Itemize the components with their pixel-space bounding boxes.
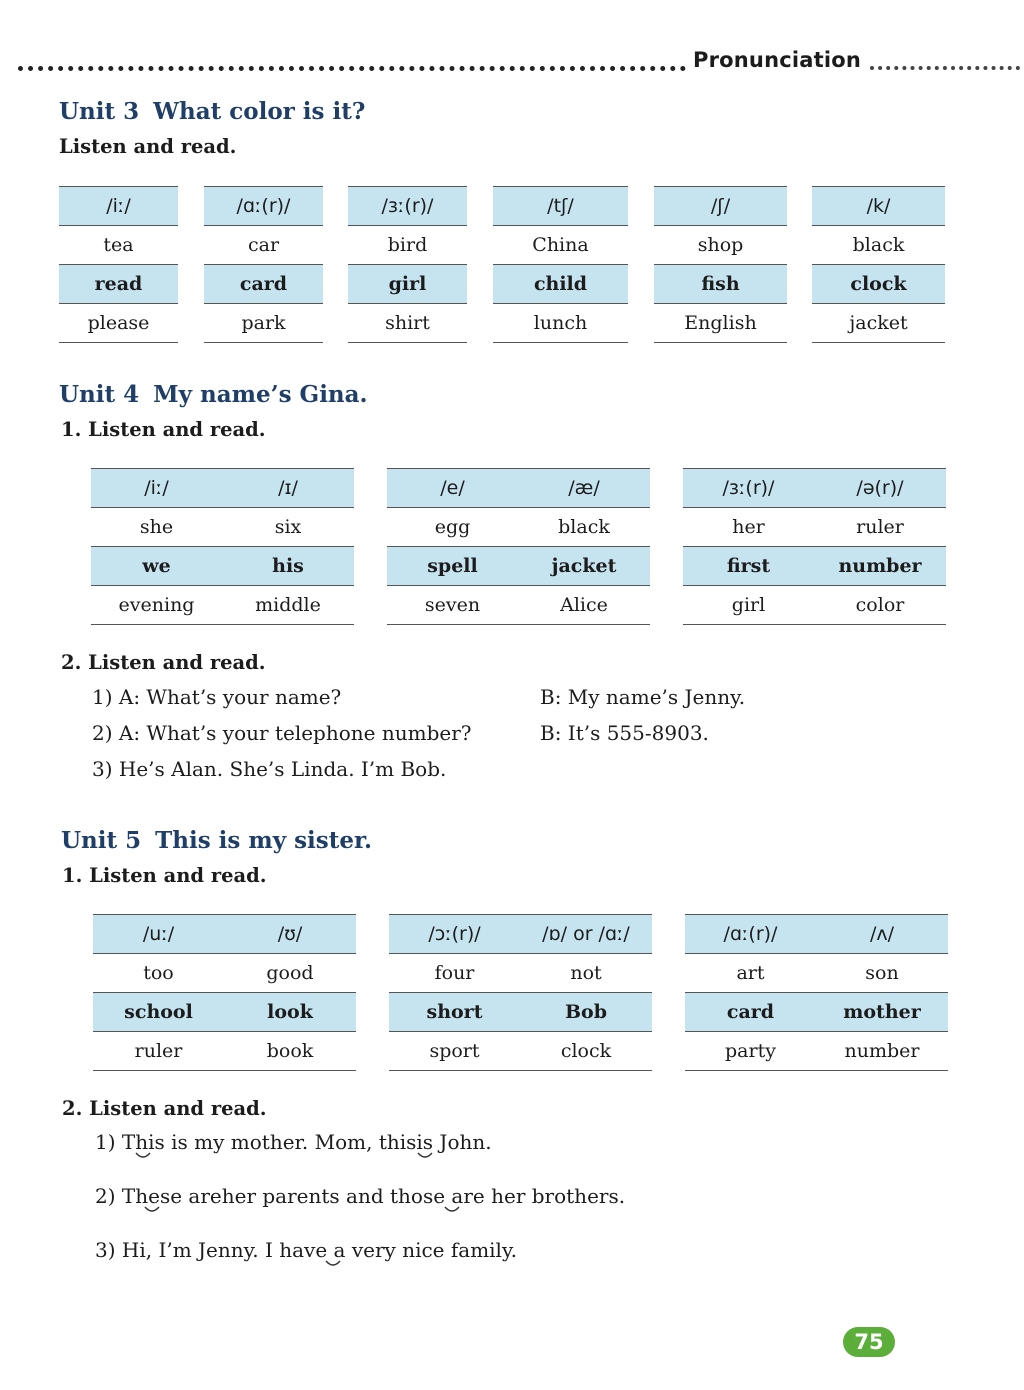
unit3-number: Unit 3 [59,98,140,125]
dotted-rule-right [870,66,1020,70]
phoneme: /ɑː(r)/ [685,915,816,954]
word: park [204,304,323,343]
unit4-table-3 [683,468,946,625]
line-text: A: What’s your name? [118,685,342,709]
unit4-line-1-b: B: My name’s Jenny. [540,685,746,709]
word: ruler [93,1032,224,1071]
sentence-fragment: are [182,1184,222,1208]
word: first [683,547,814,586]
word: number [816,1032,948,1071]
linking-mark-icon [416,1152,434,1160]
unit5-table-1 [93,914,356,1071]
word: spell [387,547,518,586]
phoneme: /ɜː(r)/ [683,469,814,508]
linked-word: These [122,1184,182,1208]
unit5-sentence-1 [95,1130,492,1154]
phoneme: /ʊ/ [224,915,356,954]
phoneme: /ʃ/ [654,187,787,226]
page-number: 75 [843,1327,895,1357]
unit3-title [59,98,365,125]
word: China [493,226,628,265]
unit5-title [61,827,372,854]
unit3-table-1 [59,186,178,343]
line-text: He’s Alan. She’s Linda. I’m Bob. [118,757,447,781]
phoneme: /ɪ/ [222,469,354,508]
phoneme: /ʌ/ [816,915,948,954]
sentence-fragment: her brothers. [484,1184,626,1208]
linking-mark-icon [143,1206,161,1214]
phoneme: /iː/ [59,187,178,226]
word: too [93,954,224,993]
phoneme: /e/ [387,469,518,508]
phoneme: /k/ [812,187,945,226]
sentence-fragment: is [164,1130,188,1154]
word: her [683,508,814,547]
word: look [224,993,356,1032]
linking-mark-icon [443,1206,461,1214]
word: ruler [814,508,946,547]
unit4-heading-1: 1. Listen and read. [61,418,266,441]
word: short [389,993,520,1032]
line-number: 1) [92,685,113,709]
line-number: 3) [92,757,113,781]
phoneme: /ɑː(r)/ [204,187,323,226]
line-number: 3) [95,1238,116,1262]
sentence-fragment: very nice family. [345,1238,517,1262]
phoneme: /ɜː(r)/ [348,187,467,226]
linking-mark-icon [324,1260,342,1268]
word: mother [816,993,948,1032]
unit4-heading-2: 2. Listen and read. [61,651,266,674]
unit5-number: Unit 5 [61,827,142,854]
phoneme: /ɒ/ or /ɑː/ [520,915,652,954]
sentence-fragment: are [445,1184,485,1208]
word: read [59,265,178,304]
unit4-line-3 [92,757,446,781]
word: shirt [348,304,467,343]
word: card [204,265,323,304]
unit4-title [59,381,368,408]
word: sport [389,1032,520,1071]
dotted-rule-left [18,66,686,71]
word: party [685,1032,816,1071]
unit3-title-text: What color is it? [153,98,366,125]
line-number: 1) [95,1130,116,1154]
unit5-table-3 [685,914,948,1071]
phoneme: /tʃ/ [493,187,628,226]
word: seven [387,586,518,625]
word: black [518,508,650,547]
unit5-heading-1: 1. Listen and read. [62,864,267,887]
linked-word: is [416,1130,433,1154]
word: clock [812,265,945,304]
unit3-table-3 [348,186,467,343]
unit4-table-2 [387,468,650,625]
word: girl [348,265,467,304]
word: number [814,547,946,586]
unit3-table-2 [204,186,323,343]
word: not [520,954,652,993]
unit3-table-4 [493,186,628,343]
linked-word: Hi, I’m Jenny. I have [122,1238,327,1262]
word: bird [348,226,467,265]
phoneme: /ə(r)/ [814,469,946,508]
word: car [204,226,323,265]
word: evening [91,586,222,625]
word: color [814,586,946,625]
unit5-sentence-2 [95,1184,625,1208]
unit3-heading: Listen and read. [59,135,237,158]
sentence-fragment: a [327,1238,346,1262]
word: his [222,547,354,586]
line-text: A: What’s your telephone number? [118,721,472,745]
word: jacket [518,547,650,586]
phoneme: /æ/ [518,469,650,508]
word: son [816,954,948,993]
sentence-fragment: John. [433,1130,492,1154]
word: she [91,508,222,547]
unit4-line-2-a [92,721,472,745]
unit4-title-text: My name’s Gina. [153,381,368,408]
word: book [224,1032,356,1071]
phoneme: /ɔː(r)/ [389,915,520,954]
running-head: Pronunciation [693,48,862,72]
unit5-sentence-3 [95,1238,517,1262]
word: black [812,226,945,265]
unit5-title-text: This is my sister. [155,827,372,854]
line-number: 2) [92,721,113,745]
word: good [224,954,356,993]
word: clock [520,1032,652,1071]
word: tea [59,226,178,265]
word: shop [654,226,787,265]
linked-word: This [122,1130,165,1154]
unit4-table-1 [91,468,354,625]
linking-mark-icon [134,1152,152,1160]
unit3-table-5 [654,186,787,343]
word: middle [222,586,354,625]
phoneme: /uː/ [93,915,224,954]
word: please [59,304,178,343]
unit4-line-2-b: B: It’s 555-8903. [540,721,709,745]
unit4-number: Unit 4 [59,381,140,408]
linked-word: her parents and those [222,1184,445,1208]
word: six [222,508,354,547]
word: Alice [518,586,650,625]
phoneme: /iː/ [91,469,222,508]
word: child [493,265,628,304]
sentence-fragment: my mother. Mom, this [187,1130,417,1154]
word: four [389,954,520,993]
word: egg [387,508,518,547]
word: lunch [493,304,628,343]
word: we [91,547,222,586]
word: art [685,954,816,993]
unit5-heading-2: 2. Listen and read. [62,1097,267,1120]
word: Bob [520,993,652,1032]
unit5-table-2 [389,914,652,1071]
unit4-line-1-a [92,685,341,709]
word: jacket [812,304,945,343]
line-number: 2) [95,1184,116,1208]
word: school [93,993,224,1032]
word: English [654,304,787,343]
word: girl [683,586,814,625]
unit3-table-6 [812,186,945,343]
word: card [685,993,816,1032]
word: fish [654,265,787,304]
